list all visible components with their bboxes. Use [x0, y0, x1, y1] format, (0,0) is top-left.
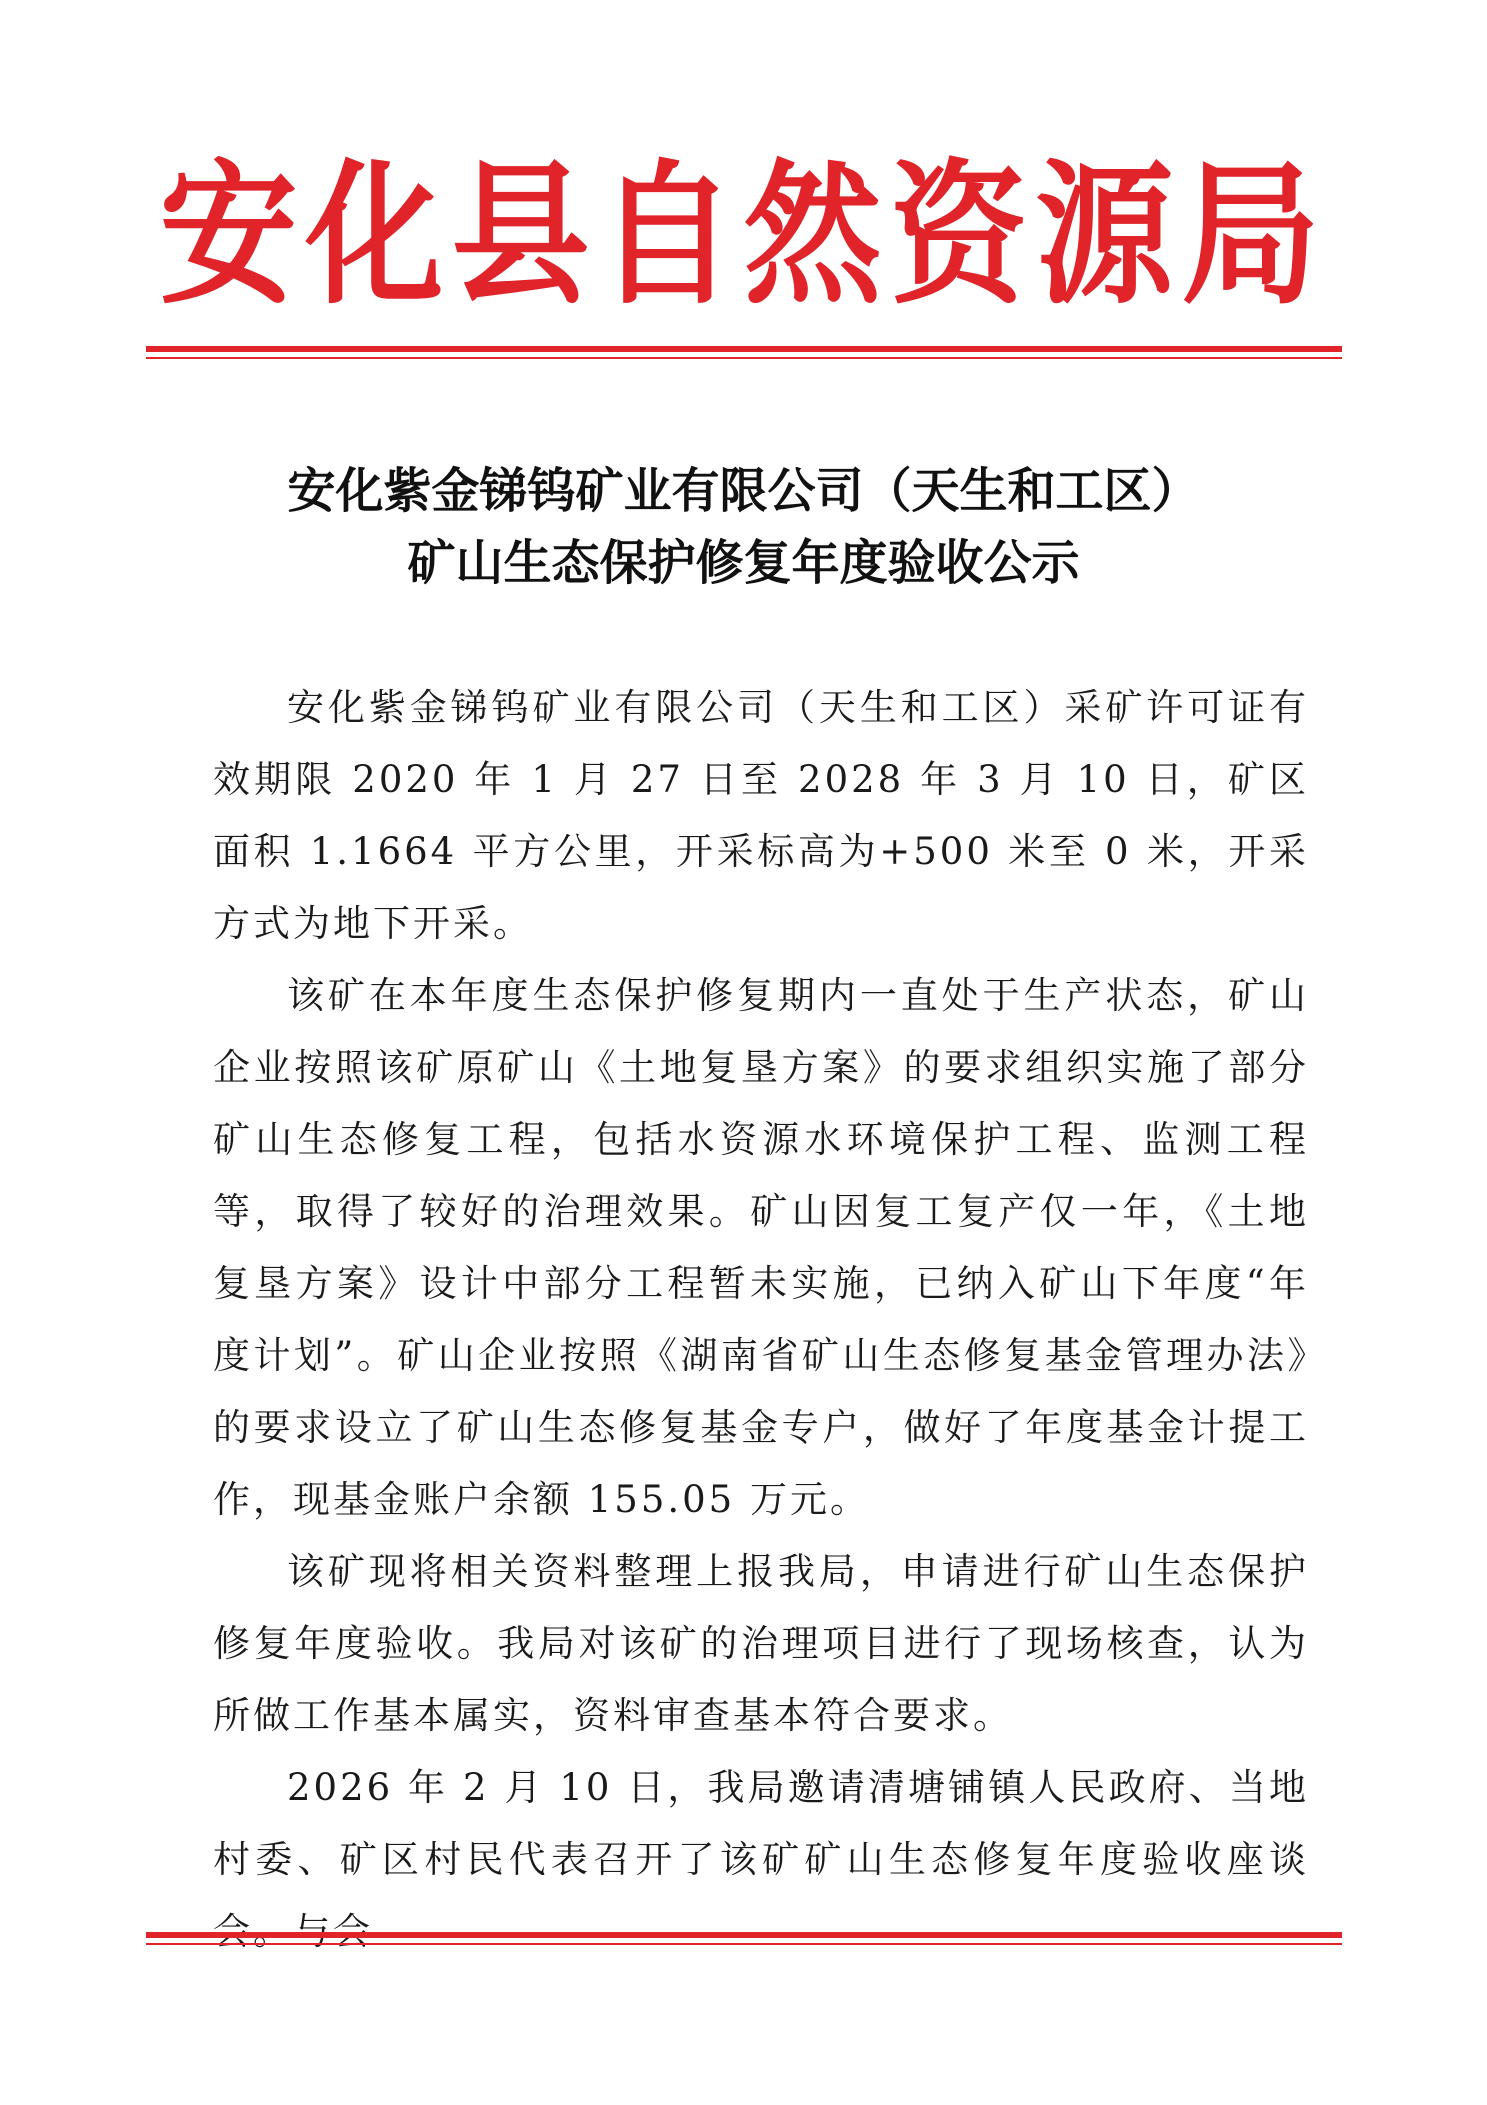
paragraph-license-info: 安化紫金锑钨矿业有限公司（天生和工区）采矿许可证有效期限 2020 年 1 月 27 日至 2028 年 3 月 10 日，矿区面积 1.1664 平方公里，开采标高为+500 米至 0 米，开采方式为地下开采。 — [213, 686, 1309, 945]
paragraph-inspection: 该矿现将相关资料整理上报我局，申请进行矿山生态保护修复年度验收。我局对该矿的治理项目进行了现场核查，认为所做工作基本属实，资料审查基本符合要求。 — [213, 1550, 1309, 1737]
footer-red-rule-thick — [146, 1932, 1342, 1938]
notice-title — [140, 455, 1347, 599]
letterhead — [140, 143, 1347, 326]
notice-body — [213, 672, 1309, 1968]
notice-title-line-2: 矿山生态保护修复年度验收公示 — [407, 535, 1080, 591]
notice-title-line-1: 安化紫金锑钨矿业有限公司（天生和工区） — [287, 463, 1200, 519]
paragraph-restoration-status: 该矿在本年度生态保护修复期内一直处于生产状态，矿山企业按照该矿原矿山《土地复垦方案》的要求组织实施了部分矿山生态修复工程，包括水资源水环境保护工程、监测工程等，取得了较好的治理效果。矿山因复工复产仅一年，《土地复垦方案》设计中部分工程暂未实施，已纳入矿山下年度“年度计划”。矿山企业按照《湖南省矿山生态修复基金管理办法》的要求设立了矿山生态修复基金专户，做好了年度基金计提工作，现基金账户余额 155.05 万元。 — [213, 974, 1309, 1521]
letterhead-red-rule-thin — [146, 357, 1342, 359]
letterhead-red-rule-thick — [146, 346, 1342, 352]
paragraph-meeting: 2026 年 2 月 10 日，我局邀请清塘铺镇人民政府、当地村委、矿区村民代表召开了该矿矿山生态修复年度验收座谈 — [213, 1766, 1309, 1881]
footer-red-rule-thin — [146, 1943, 1342, 1945]
issuing-authority-name: 安化县自然资源局 — [159, 143, 1328, 326]
